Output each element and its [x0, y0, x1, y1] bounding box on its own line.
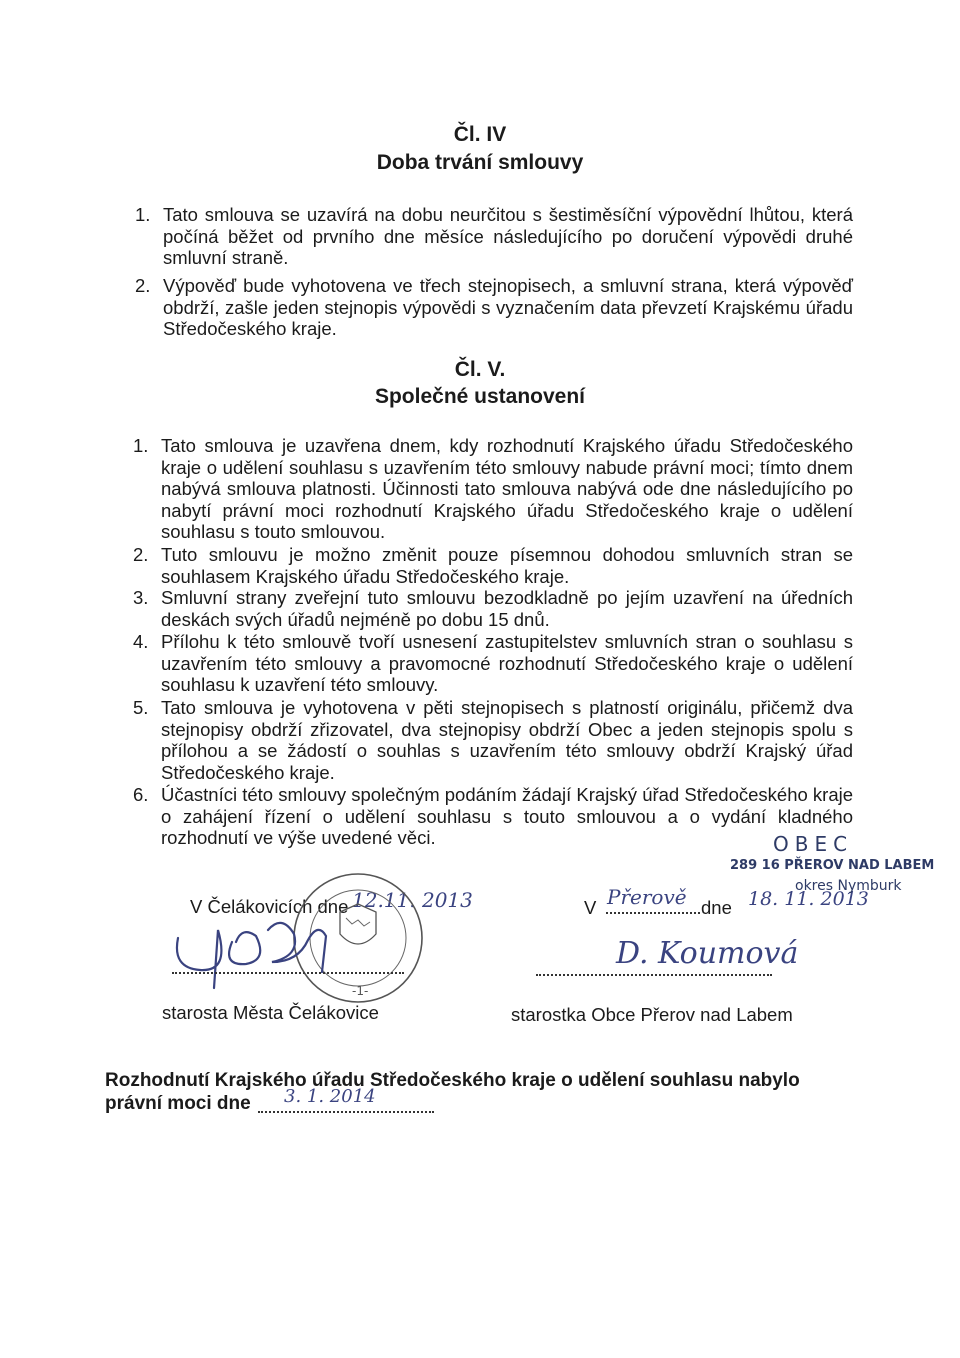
right-signature-line [536, 974, 772, 976]
village-stamp-title: OBEC [773, 832, 854, 856]
article-iv-title: Doba trvání smlouvy [376, 151, 584, 174]
item-number: 6. [133, 784, 149, 805]
village-stamp-district: okres Nymburk [795, 878, 902, 894]
right-signature-handwritten: D. Koumová [616, 936, 799, 971]
left-signature-line [172, 972, 404, 974]
item-text: Přílohu k této smlouvě tvoří usnesení zastupitelstev smluvních stran o souhlasu s uzavřením této smlouvy a pravomocné rozhodnutí Středočeského kraje o udělení souhlasu k uzavření této smlouvy. [161, 631, 853, 696]
item-text: Tato smlouva je vyhotovena v pěti stejnopisech s platností originálu, přičemž dva stejnopisy obdrží zřizovatel, dva stejnopisy obdrží Obec a jeden stejnopis spolu s přílohou a se žádostí o souhlas s uzavřením této smlouvy obdrží Krajský úřad Středočeského kraje. [161, 697, 853, 783]
item-number: 2. [135, 275, 151, 296]
item-number: 1. [133, 435, 149, 456]
right-date-handwritten: 18. 11. 2013 [748, 888, 869, 910]
right-place-prefix: V [584, 897, 597, 918]
left-date-handwritten: 12.11. 2013 [352, 888, 473, 912]
item-text: Smluvní strany zveřejní tuto smlouvu bezodkladně po jejím uzavření na úředních deskách svých úřadů nejméně po dobu 15 dnů. [161, 587, 853, 630]
svg-text:-1-: -1- [352, 984, 369, 998]
right-date-word: dne [701, 897, 732, 918]
item-number: 2. [133, 544, 149, 565]
item-text: Tuto smlouvu je možno změnit pouze písemnou dohodou smluvních stran se souhlasem Krajského úřadu Středočeského kraje. [161, 544, 853, 587]
right-signatory-role: starostka Obce Přerov nad Labem [511, 1004, 793, 1025]
left-signatory-role: starosta Města Čelákovice [162, 1002, 379, 1023]
decision-date-handwritten: 3. 1. 2014 [284, 1086, 376, 1107]
item-number: 5. [133, 697, 149, 718]
left-place-date-label: V Čelákovicích dne [190, 896, 349, 917]
item-text: Výpověď bude vyhotovena ve třech stejnopisech, a smluvní strana, která výpověď obdrží, zašle jeden stejnopis výpovědi s vyznačením data převzetí Krajskému úřadu Středočeského kraje. [163, 275, 853, 340]
item-text: Tato smlouva je uzavřena dnem, kdy rozhodnutí Krajského úřadu Středočeského kraje o udělení souhlasu s uzavřením této smlouvy nabude právní moci; tímto dnem nabývá smlouva platnosti. Účinnosti tato smlouva nabývá ode dne následujícího po nabytí právní moci rozhodnutí Krajského úřadu Středočeského kraje o udělení souhlasu s touto smlouvou. [161, 435, 853, 543]
article-iv-label: Čl. IV [453, 123, 507, 146]
item-number: 3. [133, 587, 149, 608]
item-text: Tato smlouva se uzavírá na dobu neurčitou s šestiměsíční výpovědní lhůtou, která počíná běžet od prvního dne měsíce následujícího po doručení výpovědi druhé smluvní straně. [163, 204, 853, 269]
decision-date-line [258, 1111, 434, 1113]
item-number: 1. [135, 204, 151, 225]
item-number: 4. [133, 631, 149, 652]
village-stamp-address: 289 16 PŘEROV NAD LABEM [730, 858, 935, 873]
item-text: Účastníci této smlouvy společným podáním žádají Krajský úřad Středočeského kraje o zahájení řízení o udělení souhlasu s touto smlouvou a o vydání kladného rozhodnutí ve výše uvedené věci. [161, 784, 854, 849]
right-place-handwritten: Přerově [607, 885, 687, 909]
decision-line-1: Rozhodnutí Krajského úřadu Středočeského kraje o udělení souhlasu nabylo [105, 1070, 800, 1091]
article-v-label: Čl. V. [454, 358, 506, 381]
article-v-title: Společné ustanovení [374, 385, 586, 408]
decision-line-2: právní moci dne [105, 1093, 251, 1114]
right-place-line [606, 912, 700, 914]
